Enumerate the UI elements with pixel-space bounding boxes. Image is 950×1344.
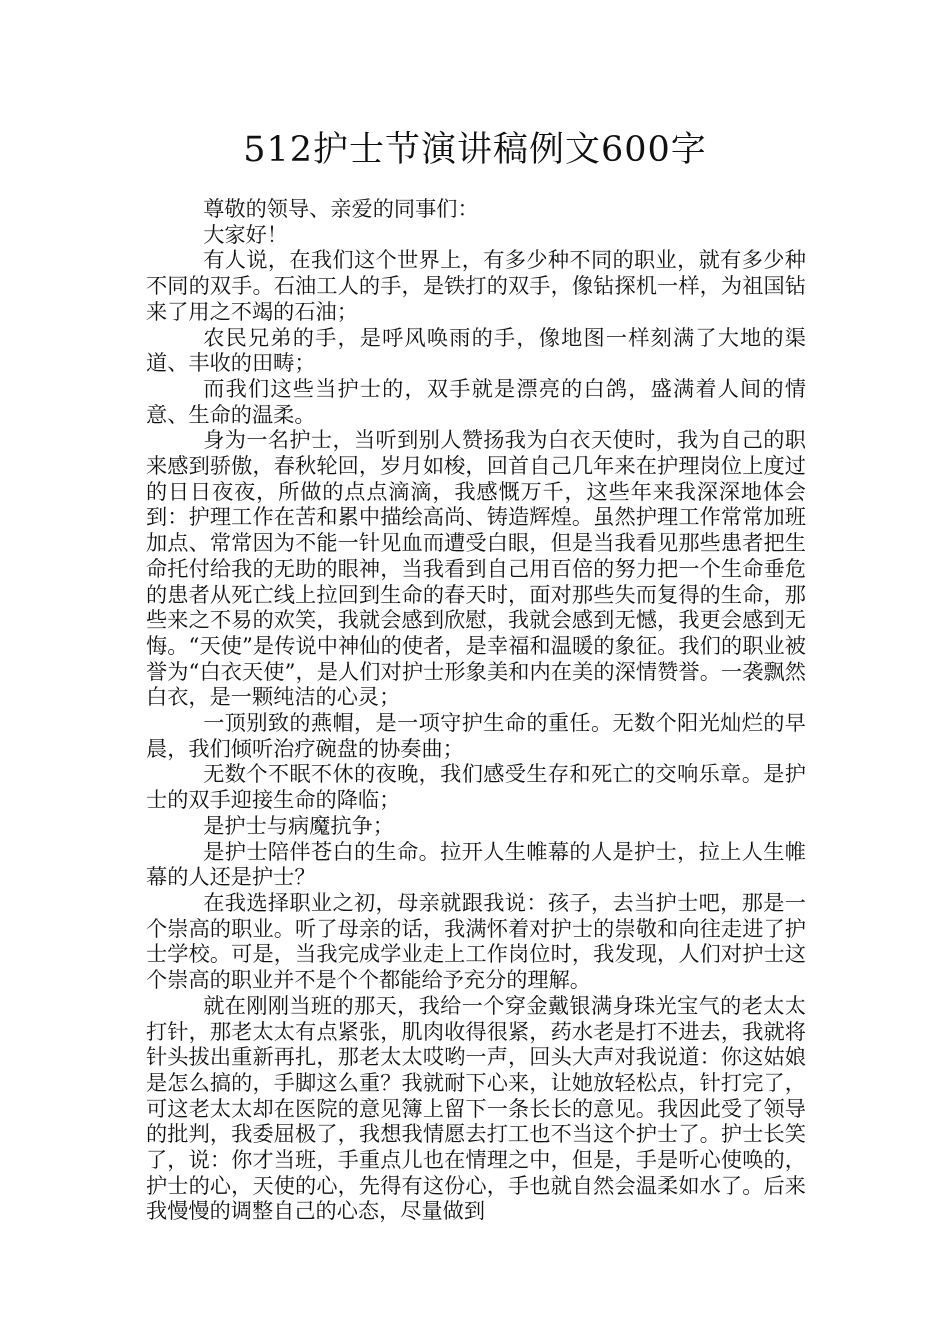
- paragraph-salutation: 尊敬的领导、亲爱的同事们：: [203, 196, 479, 221]
- paragraph: 而我们这些当护士的，双手就是漂亮的白鸽，盛满着人间的情意、生命的温柔。: [146, 375, 806, 427]
- document-body: [146, 196, 806, 1224]
- paragraph: 农民兄弟的手，是呼风唤雨的手，像地图一样刻满了大地的渠道、丰收的田畴；: [146, 324, 806, 376]
- paragraph: 无数个不眠不休的夜晚，我们感受生存和死亡的交响乐章。是护士的双手迎接生命的降临；: [146, 761, 806, 813]
- paragraph: 身为一名护士，当听到别人赞扬我为白衣天使时，我为自己的职来感到骄傲，春秋轮回，岁月如梭，回首自己几年来在护理岗位上度过的日日夜夜，所做的点点滴滴，我感慨万千，这些年来我深深地体会到：护理工作在苦和累中描绘高尚、铸造辉煌。虽然护理工作常常加班加点、常常因为不能一针见血而遭受白眼，但是当我看见那些患者把生命托付给我的无助的眼神，当我看到自己用百倍的努力把一个生命垂危的患者从死亡线上拉回到生命的春天时，面对那些失而复得的生命，那些来之不易的欢笑，我就会感到欣慰，我就会感到无憾，我更会感到无悔。“天使”是传说中神仙的使者，是幸福和温暖的象征。我们的职业被誉为“白衣天使”，是人们对护士形象美和内在美的深情赞誉。一袭飘然白衣，是一颗纯洁的心灵；: [146, 427, 806, 710]
- paragraph-greeting: 大家好！: [203, 221, 288, 247]
- paragraph: 有人说，在我们这个世界上，有多少种不同的职业，就有多少种不同的双手。石油工人的手，是铁打的双手，像钻探机一样，为祖国钻来了用之不竭的石油；: [146, 247, 806, 324]
- paragraph: 是护士陪伴苍白的生命。拉开人生帷幕的人是护士，拉上人生帷幕的人还是护士？: [146, 838, 806, 890]
- paragraph: 就在刚刚当班的那天，我给一个穿金戴银满身珠光宝气的老太太打针，那老太太有点紧张，肌肉收得很紧，药水老是打不进去，我就将针头拔出重新再扎，那老太太哎哟一声，回头大声对我说道：你这姑娘是怎么搞的，手脚这么重？我就耐下心来，让她放轻松点，针打完了，可这老太太却在医院的意见簿上留下一条长长的意见。我因此受了领导的批判，我委屈极了，我想我情愿去打工也不当这个护士了。护士长笑了，说：你才当班，手重点儿也在情理之中，但是，手是听心使唤的，护士的心，天使的心，先得有这份心，手也就自然会温柔如水了。后来我慢慢的调整自己的心态，尽量做到: [146, 992, 806, 1224]
- paragraph: 是护士与病魔抗争；: [203, 812, 394, 838]
- document-title: 512护士节演讲稿例文600字: [243, 130, 707, 170]
- paragraph: 一顶别致的燕帽，是一项守护生命的重任。无数个阳光灿烂的早晨，我们倾听治疗碗盘的协奏曲；: [146, 710, 806, 761]
- paragraph: 在我选择职业之初，母亲就跟我说：孩子，去当护士吧，那是一个崇高的职业。听了母亲的话，我满怀着对护士的崇敬和向往走进了护士学校。可是，当我完成学业走上工作岗位时，我发现，人们对护士这个崇高的职业并不是个个都能给予充分的理解。: [146, 889, 806, 993]
